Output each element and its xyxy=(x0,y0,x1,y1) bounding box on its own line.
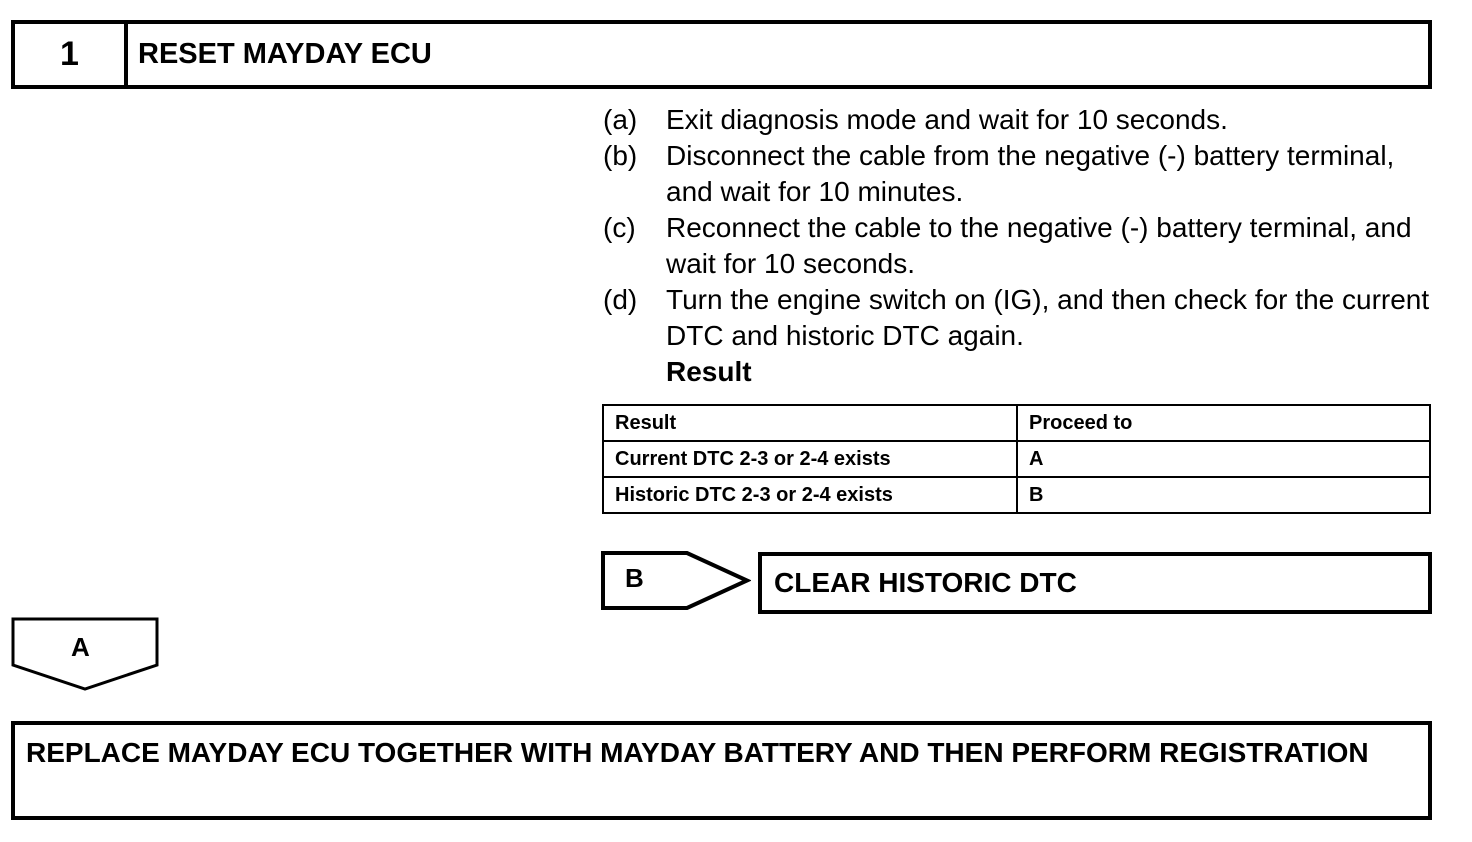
instruction-item xyxy=(603,138,1433,210)
instruction-letter: (c) xyxy=(603,212,636,243)
instruction-item xyxy=(603,210,1433,282)
branch-b-action: CLEAR HISTORIC DTC xyxy=(758,552,1432,614)
step-title: RESET MAYDAY ECU xyxy=(138,38,432,70)
branch-b-arrow-icon xyxy=(601,551,751,610)
instruction-letter: (a) xyxy=(603,104,638,135)
instruction-letter: (b) xyxy=(603,140,638,171)
result-heading: Result xyxy=(666,356,752,387)
instruction-letter: (d) xyxy=(603,284,638,315)
table-header-cell: Proceed to xyxy=(1017,405,1430,441)
branch-b-label: B xyxy=(625,563,644,593)
instruction-item xyxy=(603,282,1433,354)
instruction-text: Exit diagnosis mode and wait for 10 seconds. xyxy=(666,104,1228,135)
instruction-text: Disconnect the cable from the negative (-) battery terminal, and wait for 10 minutes. xyxy=(666,140,1395,207)
instruction-list xyxy=(603,102,1433,390)
branch-a-label: A xyxy=(71,632,90,662)
table-cell: B xyxy=(1017,477,1430,513)
table-cell: A xyxy=(1017,441,1430,477)
instruction-item xyxy=(603,102,1433,138)
table-header-row xyxy=(603,405,1430,441)
instruction-text: Turn the engine switch on (IG), and then check for the current DTC and historic DTC again. xyxy=(666,284,1430,351)
table-header-cell: Result xyxy=(603,405,1017,441)
table-row xyxy=(603,477,1430,513)
branch-a-action: REPLACE MAYDAY ECU TOGETHER WITH MAYDAY BATTERY AND THEN PERFORM REGISTRATION xyxy=(11,721,1432,820)
table-row xyxy=(603,441,1430,477)
table-cell: Current DTC 2-3 or 2-4 exists xyxy=(603,441,1017,477)
instruction-text: Reconnect the cable to the negative (-) battery terminal, and wait for 10 seconds. xyxy=(666,212,1412,279)
step-header xyxy=(11,20,1432,89)
step-number: 1 xyxy=(15,24,128,85)
table-cell: Historic DTC 2-3 or 2-4 exists xyxy=(603,477,1017,513)
result-table xyxy=(602,404,1431,514)
